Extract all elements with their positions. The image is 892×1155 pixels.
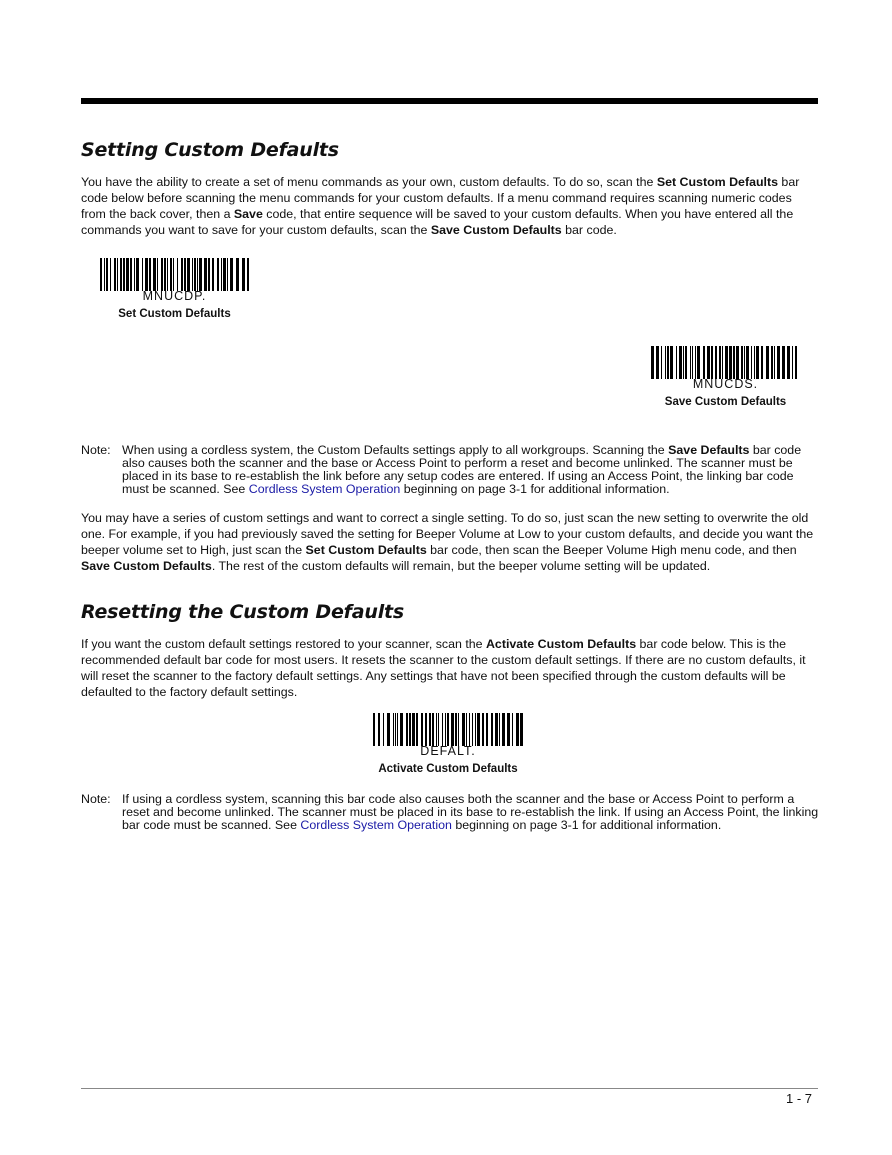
barcode-bar <box>110 258 111 291</box>
barcode-bar <box>223 258 226 291</box>
barcode-bar <box>157 258 158 291</box>
barcode-bars <box>100 258 250 291</box>
barcode-bar <box>194 258 196 291</box>
barcode-bar <box>455 713 457 746</box>
barcode-bar <box>106 258 108 291</box>
barcode-bar <box>247 258 249 291</box>
barcode-bar <box>690 346 691 379</box>
barcode-bar <box>429 713 431 746</box>
barcode-bar <box>387 713 390 746</box>
note-label: Note: <box>81 443 111 457</box>
barcode-bar <box>715 346 717 379</box>
barcode-bar <box>651 346 654 379</box>
barcode-bar <box>142 258 143 291</box>
bold-term: Save Defaults <box>668 443 750 457</box>
barcode-bar <box>695 346 696 379</box>
barcode-bar <box>725 346 728 379</box>
text-run: bar code. <box>561 223 617 237</box>
barcode-bar <box>719 346 721 379</box>
barcode-bar <box>145 258 148 291</box>
barcode-bar <box>679 346 682 379</box>
barcode-bar <box>670 346 673 379</box>
barcode-set-custom-defaults[interactable] <box>96 258 253 320</box>
barcode-bar <box>393 713 394 746</box>
barcode-bar <box>516 713 519 746</box>
barcode-bar <box>117 258 118 291</box>
text-run: You may have a series of custom settings and want to correct a single setting. To do so, just scan the new setting to overwrite the old one. For example, if you had previously saved the setting for Beeper Volume at Low to your custom defaults, and decide you want the beeper volume set to High, just scan the <box>81 511 814 557</box>
barcode-bar <box>512 713 513 746</box>
barcode-bar <box>692 346 693 379</box>
barcode-bar <box>181 258 183 291</box>
barcode-bar <box>451 713 454 746</box>
barcode-bar <box>495 713 498 746</box>
barcode-code-text: DEFALT. <box>420 744 476 758</box>
barcode-bar <box>421 713 423 746</box>
correct-setting-paragraph <box>81 510 817 574</box>
bold-term: Save Custom Defaults <box>81 559 212 573</box>
barcode-bar <box>438 713 439 746</box>
bold-term: Save Custom Defaults <box>430 223 562 237</box>
barcode-bar <box>432 713 434 746</box>
barcode-bar <box>729 346 732 379</box>
barcode-bars <box>651 346 801 379</box>
barcode-bar <box>475 713 476 746</box>
text-run: code, that entire sequence will be saved to your custom defaults. When you have entered all the commands you want to save for your custom defaults, scan the <box>81 207 794 237</box>
text-run: beginning on page 3-1 for additional information. <box>400 482 670 496</box>
barcode-caption: Set Custom Defaults <box>118 308 231 320</box>
barcode-bar <box>406 713 408 746</box>
barcode-bar <box>462 713 465 746</box>
barcode-bar <box>661 346 662 379</box>
barcode-bar <box>761 346 763 379</box>
barcode-bar <box>425 713 427 746</box>
text-run: bar code below before scanning the menu commands for your custom defaults. If a menu command requires scanning numeric codes from the back cover, then a <box>81 175 800 221</box>
cross-reference-link[interactable]: Cordless System Operation <box>300 818 452 832</box>
barcode-bar <box>722 346 723 379</box>
barcode-bar <box>153 258 156 291</box>
note-cordless-custom-defaults <box>81 444 821 496</box>
bold-term: Save <box>233 207 263 221</box>
barcode-bar <box>711 346 713 379</box>
barcode-bar <box>409 713 411 746</box>
barcode-bar <box>491 713 493 746</box>
barcode-bar <box>212 258 214 291</box>
barcode-bar <box>173 258 174 291</box>
note-text <box>122 793 821 832</box>
barcode-bar <box>199 258 202 291</box>
barcode-bar <box>656 346 659 379</box>
bold-term: Set Custom Defaults <box>305 543 427 557</box>
barcode-save-custom-defaults[interactable] <box>644 346 807 408</box>
barcode-bar <box>164 258 166 291</box>
barcode-caption: Activate Custom Defaults <box>378 763 518 775</box>
barcode-bar <box>683 346 684 379</box>
barcode-bar <box>754 346 755 379</box>
barcode-bar <box>458 713 459 746</box>
barcode-bar <box>766 346 769 379</box>
barcode-bar <box>397 713 398 746</box>
barcode-bar <box>697 346 700 379</box>
barcode-bar <box>741 346 743 379</box>
barcode-bar <box>192 258 193 291</box>
barcode-bar <box>161 258 163 291</box>
barcode-bar <box>395 713 396 746</box>
barcode-bar <box>208 258 210 291</box>
barcode-bar <box>167 258 168 291</box>
barcode-bar <box>502 713 505 746</box>
barcode-bar <box>733 346 735 379</box>
text-run: bar code below. This is the recommended default bar code for most users. It resets the scanner to the custom default settings. If there are no custom defaults, it will reset the scanner to the factory default settings. Any settings that have not been specified through the custom defaults will be defaulted to the factory default settings. <box>81 637 806 699</box>
barcode-bar <box>744 346 745 379</box>
text-run: When using a cordless system, the Custom Defaults settings apply to all workgroups. Scanning the <box>122 443 669 457</box>
cross-reference-link[interactable]: Cordless System Operation <box>248 482 401 496</box>
text-run: . The rest of the custom defaults will remain, but the beeper volume setting will be updated. <box>211 559 711 573</box>
bold-term: Activate Custom Defaults <box>485 637 637 651</box>
text-run: beginning on page 3-1 for additional information. <box>451 818 722 832</box>
barcode-bar <box>520 713 523 746</box>
barcode-bar <box>170 258 172 291</box>
footer-rule <box>81 1088 818 1089</box>
barcode-bar <box>751 346 752 379</box>
barcode-bar <box>703 346 705 379</box>
barcode-bar <box>445 713 446 746</box>
barcode-bar <box>136 258 139 291</box>
note-cordless-activate <box>81 793 821 832</box>
note-text <box>122 444 821 496</box>
barcode-bar <box>221 258 222 291</box>
note-label: Note: <box>81 792 111 806</box>
barcode-bar <box>736 346 739 379</box>
barcode-bar <box>756 346 759 379</box>
bold-term: Set Custom Defaults <box>656 175 778 189</box>
barcode-caption: Save Custom Defaults <box>664 396 787 408</box>
barcode-bar <box>134 258 135 291</box>
barcode-bar <box>177 258 178 291</box>
barcode-activate-custom-defaults[interactable] <box>369 713 527 775</box>
barcode-bar <box>774 346 775 379</box>
barcode-code-text: MNUCDP. <box>142 289 207 303</box>
barcode-bar <box>400 713 403 746</box>
barcode-bar <box>104 258 105 291</box>
barcode-bar <box>378 713 380 746</box>
barcode-bar <box>197 258 198 291</box>
barcode-bar <box>230 258 233 291</box>
barcode-bar <box>486 713 488 746</box>
barcode-bar <box>373 713 375 746</box>
intro-paragraph <box>81 174 817 238</box>
barcode-bar <box>667 346 669 379</box>
barcode-bar <box>685 346 687 379</box>
barcode-bar <box>782 346 785 379</box>
barcode-bar <box>499 713 500 746</box>
barcode-bar <box>204 258 207 291</box>
barcode-bar <box>149 258 151 291</box>
barcode-code-text: MNUCDS. <box>692 377 759 391</box>
barcode-bar <box>777 346 780 379</box>
reset-paragraph <box>81 636 817 700</box>
text-run: If you want the custom default settings restored to your scanner, scan the <box>81 637 486 651</box>
barcode-bar <box>472 713 473 746</box>
barcode-bar <box>746 346 749 379</box>
barcode-bar <box>416 713 418 746</box>
barcode-bar <box>707 346 710 379</box>
barcode-bar <box>242 258 245 291</box>
barcode-bar <box>477 713 480 746</box>
barcode-bar <box>227 258 228 291</box>
barcode-bar <box>466 713 467 746</box>
text-run: bar code, then scan the Beeper Volume High menu code, and then <box>426 543 797 557</box>
barcode-bar <box>123 258 125 291</box>
barcode-bar <box>187 258 190 291</box>
barcode-bar <box>114 258 116 291</box>
header-rule <box>81 98 818 104</box>
barcode-bar <box>447 713 449 746</box>
text-run: You have the ability to create a set of menu commands as your own, custom defaults. To do so, scan the <box>81 175 657 189</box>
barcode-bar <box>436 713 437 746</box>
barcode-bar <box>771 346 773 379</box>
section-title-setting-custom-defaults: Setting Custom Defaults <box>81 139 339 161</box>
barcode-bar <box>236 258 239 291</box>
barcode-bar <box>676 346 677 379</box>
barcode-bar <box>383 713 384 746</box>
barcode-bars <box>373 713 523 746</box>
text-run: bar code also causes both the scanner and the base or Access Point to perform a reset and become unlinked. The scanner must be placed in its base to re-establish the link before any setup codes are entered. If using an Access Point, the linking bar code must be scanned. See <box>122 443 802 496</box>
barcode-bar <box>795 346 797 379</box>
section-title-resetting-custom-defaults: Resetting the Custom Defaults <box>81 601 404 623</box>
barcode-bar <box>792 346 793 379</box>
barcode-bar <box>412 713 415 746</box>
barcode-bar <box>100 258 102 291</box>
barcode-bar <box>130 258 132 291</box>
barcode-bar <box>665 346 666 379</box>
barcode-bar <box>126 258 129 291</box>
barcode-bar <box>217 258 219 291</box>
barcode-bar <box>184 258 186 291</box>
text-run: If using a cordless system, scanning this bar code also causes both the scanner and the base or Access Point to perform a reset and become unlinked. The scanner must be placed in its base to re-establish the link. If using an Access Point, the linking bar code must be scanned. See <box>122 792 819 832</box>
page-number: 1 - 7 <box>785 1091 812 1106</box>
barcode-bar <box>482 713 484 746</box>
barcode-bar <box>120 258 122 291</box>
barcode-bar <box>442 713 443 746</box>
barcode-bar <box>787 346 790 379</box>
barcode-bar <box>507 713 510 746</box>
barcode-bar <box>469 713 470 746</box>
